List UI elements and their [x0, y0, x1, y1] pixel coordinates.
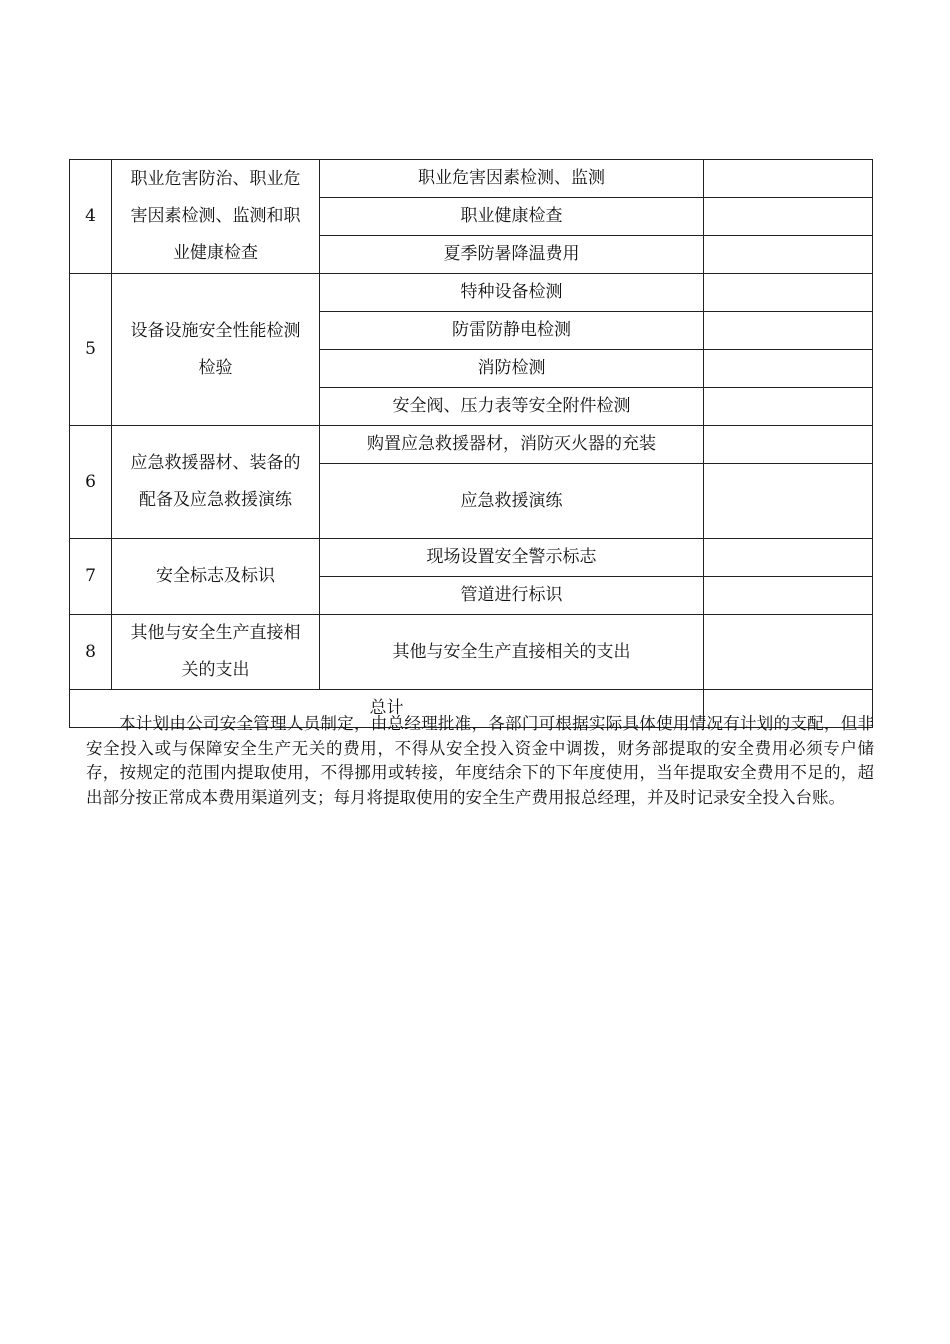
item-cell: 职业危害因素检测、监测	[320, 160, 704, 198]
table-row	[70, 160, 873, 198]
item-cell: 管道进行标识	[320, 577, 704, 615]
amount-cell	[704, 388, 873, 426]
row-number: 6	[70, 426, 112, 539]
table-row	[70, 274, 873, 312]
item-cell: 职业健康检查	[320, 198, 704, 236]
row-number: 5	[70, 274, 112, 426]
item-cell: 夏季防暑降温费用	[320, 236, 704, 274]
amount-cell	[704, 426, 873, 464]
table-row	[70, 539, 873, 577]
safety-expense-table	[69, 159, 873, 728]
category-cell: 职业危害防治、职业危害因素检测、监测和职业健康检查	[112, 160, 320, 274]
table-row	[70, 615, 873, 690]
amount-cell	[704, 464, 873, 539]
amount-cell	[704, 236, 873, 274]
category-cell: 其他与安全生产直接相关的支出	[112, 615, 320, 690]
item-cell: 安全阀、压力表等安全附件检测	[320, 388, 704, 426]
item-cell: 其他与安全生产直接相关的支出	[320, 615, 704, 690]
item-cell: 现场设置安全警示标志	[320, 539, 704, 577]
item-cell: 购置应急救援器材，消防灭火器的充装	[320, 426, 704, 464]
row-number: 8	[70, 615, 112, 690]
amount-cell	[704, 198, 873, 236]
category-cell: 设备设施安全性能检测检验	[112, 274, 320, 426]
row-number: 7	[70, 539, 112, 615]
item-cell: 应急救援演练	[320, 464, 704, 539]
item-cell: 特种设备检测	[320, 274, 704, 312]
item-cell: 消防检测	[320, 350, 704, 388]
amount-cell	[704, 539, 873, 577]
table-row	[70, 426, 873, 464]
item-cell: 防雷防静电检测	[320, 312, 704, 350]
category-cell: 安全标志及标识	[112, 539, 320, 615]
category-cell: 应急救援器材、装备的配备及应急救援演练	[112, 426, 320, 539]
amount-cell	[704, 312, 873, 350]
amount-cell	[704, 350, 873, 388]
amount-cell	[704, 274, 873, 312]
amount-cell	[704, 160, 873, 198]
total-label: 总计	[70, 690, 704, 728]
plan-note-paragraph: 本计划由公司安全管理人员制定，由总经理批准，各部门可根据实际具体使用情况有计划的支配，但非安全投入或与保障安全生产无关的费用，不得从安全投入资金中调拨，财务部提取的安全费用必须专户储存，按规定的范围内提取使用，不得挪用或转接，年度结余下的下年度使用，当年提取安全费用不足的，超出部分按正常成本费用渠道列支；每月将提取使用的安全生产费用报总经理，并及时记录安全投入台账。	[86, 714, 874, 807]
amount-cell	[704, 615, 873, 690]
amount-cell	[704, 577, 873, 615]
row-number: 4	[70, 160, 112, 274]
